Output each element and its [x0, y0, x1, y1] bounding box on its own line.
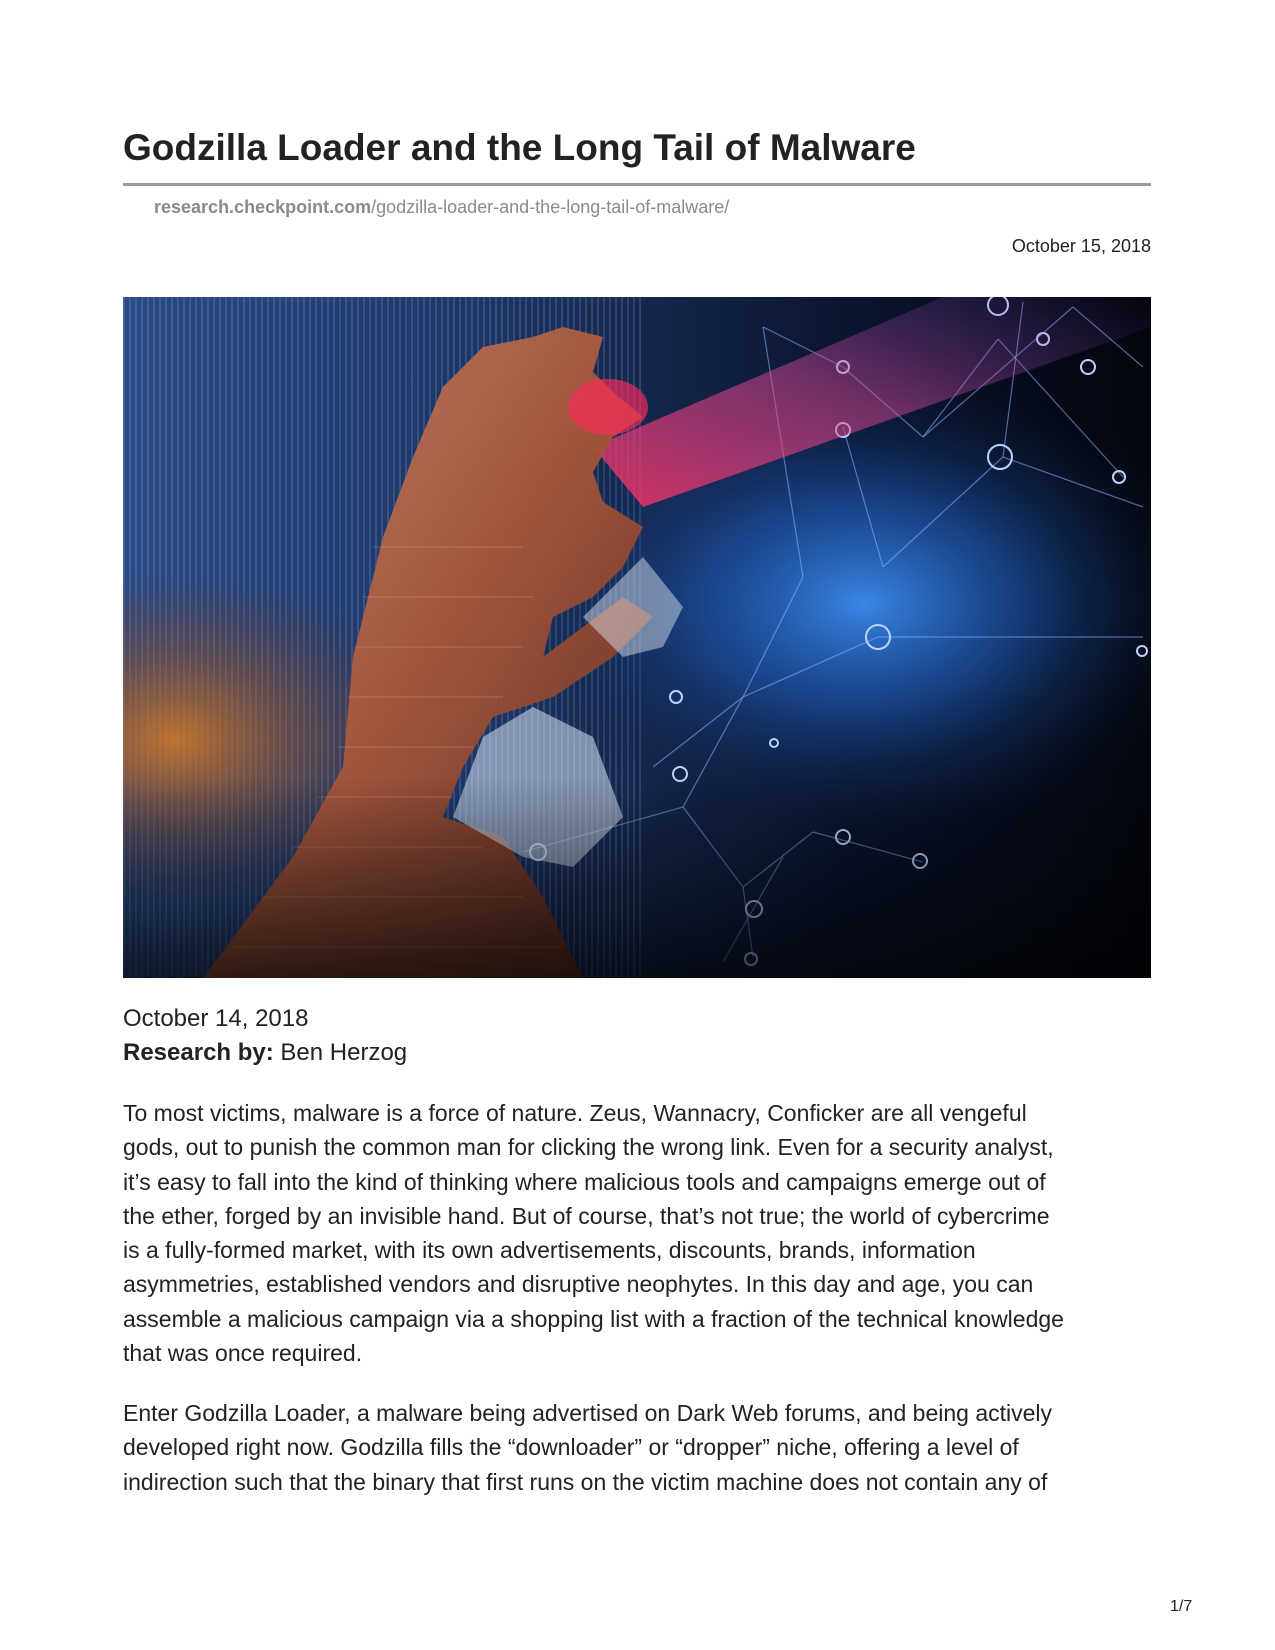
paragraph-line: it’s easy to fall into the kind of thinking where malicious tools and campaigns emerge out of [123, 1168, 1046, 1195]
print-date: October 15, 2018 [1011, 236, 1151, 256]
published-date: October 14, 2018 [123, 1005, 309, 1032]
source-url[interactable] [154, 197, 729, 218]
article-title: Godzilla Loader and the Long Tail of Malware [123, 127, 916, 168]
paragraph-line: asymmetries, established vendors and disruptive neophytes. In this day and age, you can [123, 1271, 1034, 1298]
hero-image [123, 297, 1151, 978]
paragraph-line: Enter Godzilla Loader, a malware being advertised on Dark Web forums, and being actively [123, 1400, 1053, 1426]
paragraph-line: gods, out to punish the common man for clicking the wrong link. Even for a security analyst, [123, 1134, 1054, 1161]
paragraph-line: that was once required. [123, 1340, 363, 1367]
paragraph-line: the ether, forged by an invisible hand. But of course, that’s not true; the world of cybercrime [123, 1202, 1050, 1229]
body-paragraph [123, 1396, 1151, 1499]
url-host[interactable]: research.checkpoint.com [154, 197, 372, 217]
body-paragraph [123, 1096, 1151, 1370]
title-divider [123, 183, 1151, 186]
paragraph-line: developed right now. Godzilla fills the “downloader” or “dropper” niche, offering a level of [123, 1434, 1019, 1461]
url-path[interactable]: /godzilla-loader-and-the-long-tail-of-malware/ [371, 197, 730, 217]
byline-label: Research by: [123, 1039, 274, 1066]
godzilla-network-illustration-icon [123, 297, 1151, 978]
byline-author: Ben Herzog [273, 1039, 408, 1066]
page-number: 1/7 [1170, 1598, 1193, 1615]
byline [123, 1039, 407, 1067]
paragraph-line: To most victims, malware is a force of nature. Zeus, Wannacry, Conficker are all vengeful [123, 1100, 1027, 1126]
paragraph-line: indirection such that the binary that first runs on the victim machine does not contain any of [123, 1468, 1048, 1495]
paragraph-line: is a fully-formed market, with its own advertisements, discounts, brands, information [123, 1237, 976, 1264]
paragraph-line: assemble a malicious campaign via a shopping list with a fraction of the technical knowledge [123, 1305, 1064, 1332]
